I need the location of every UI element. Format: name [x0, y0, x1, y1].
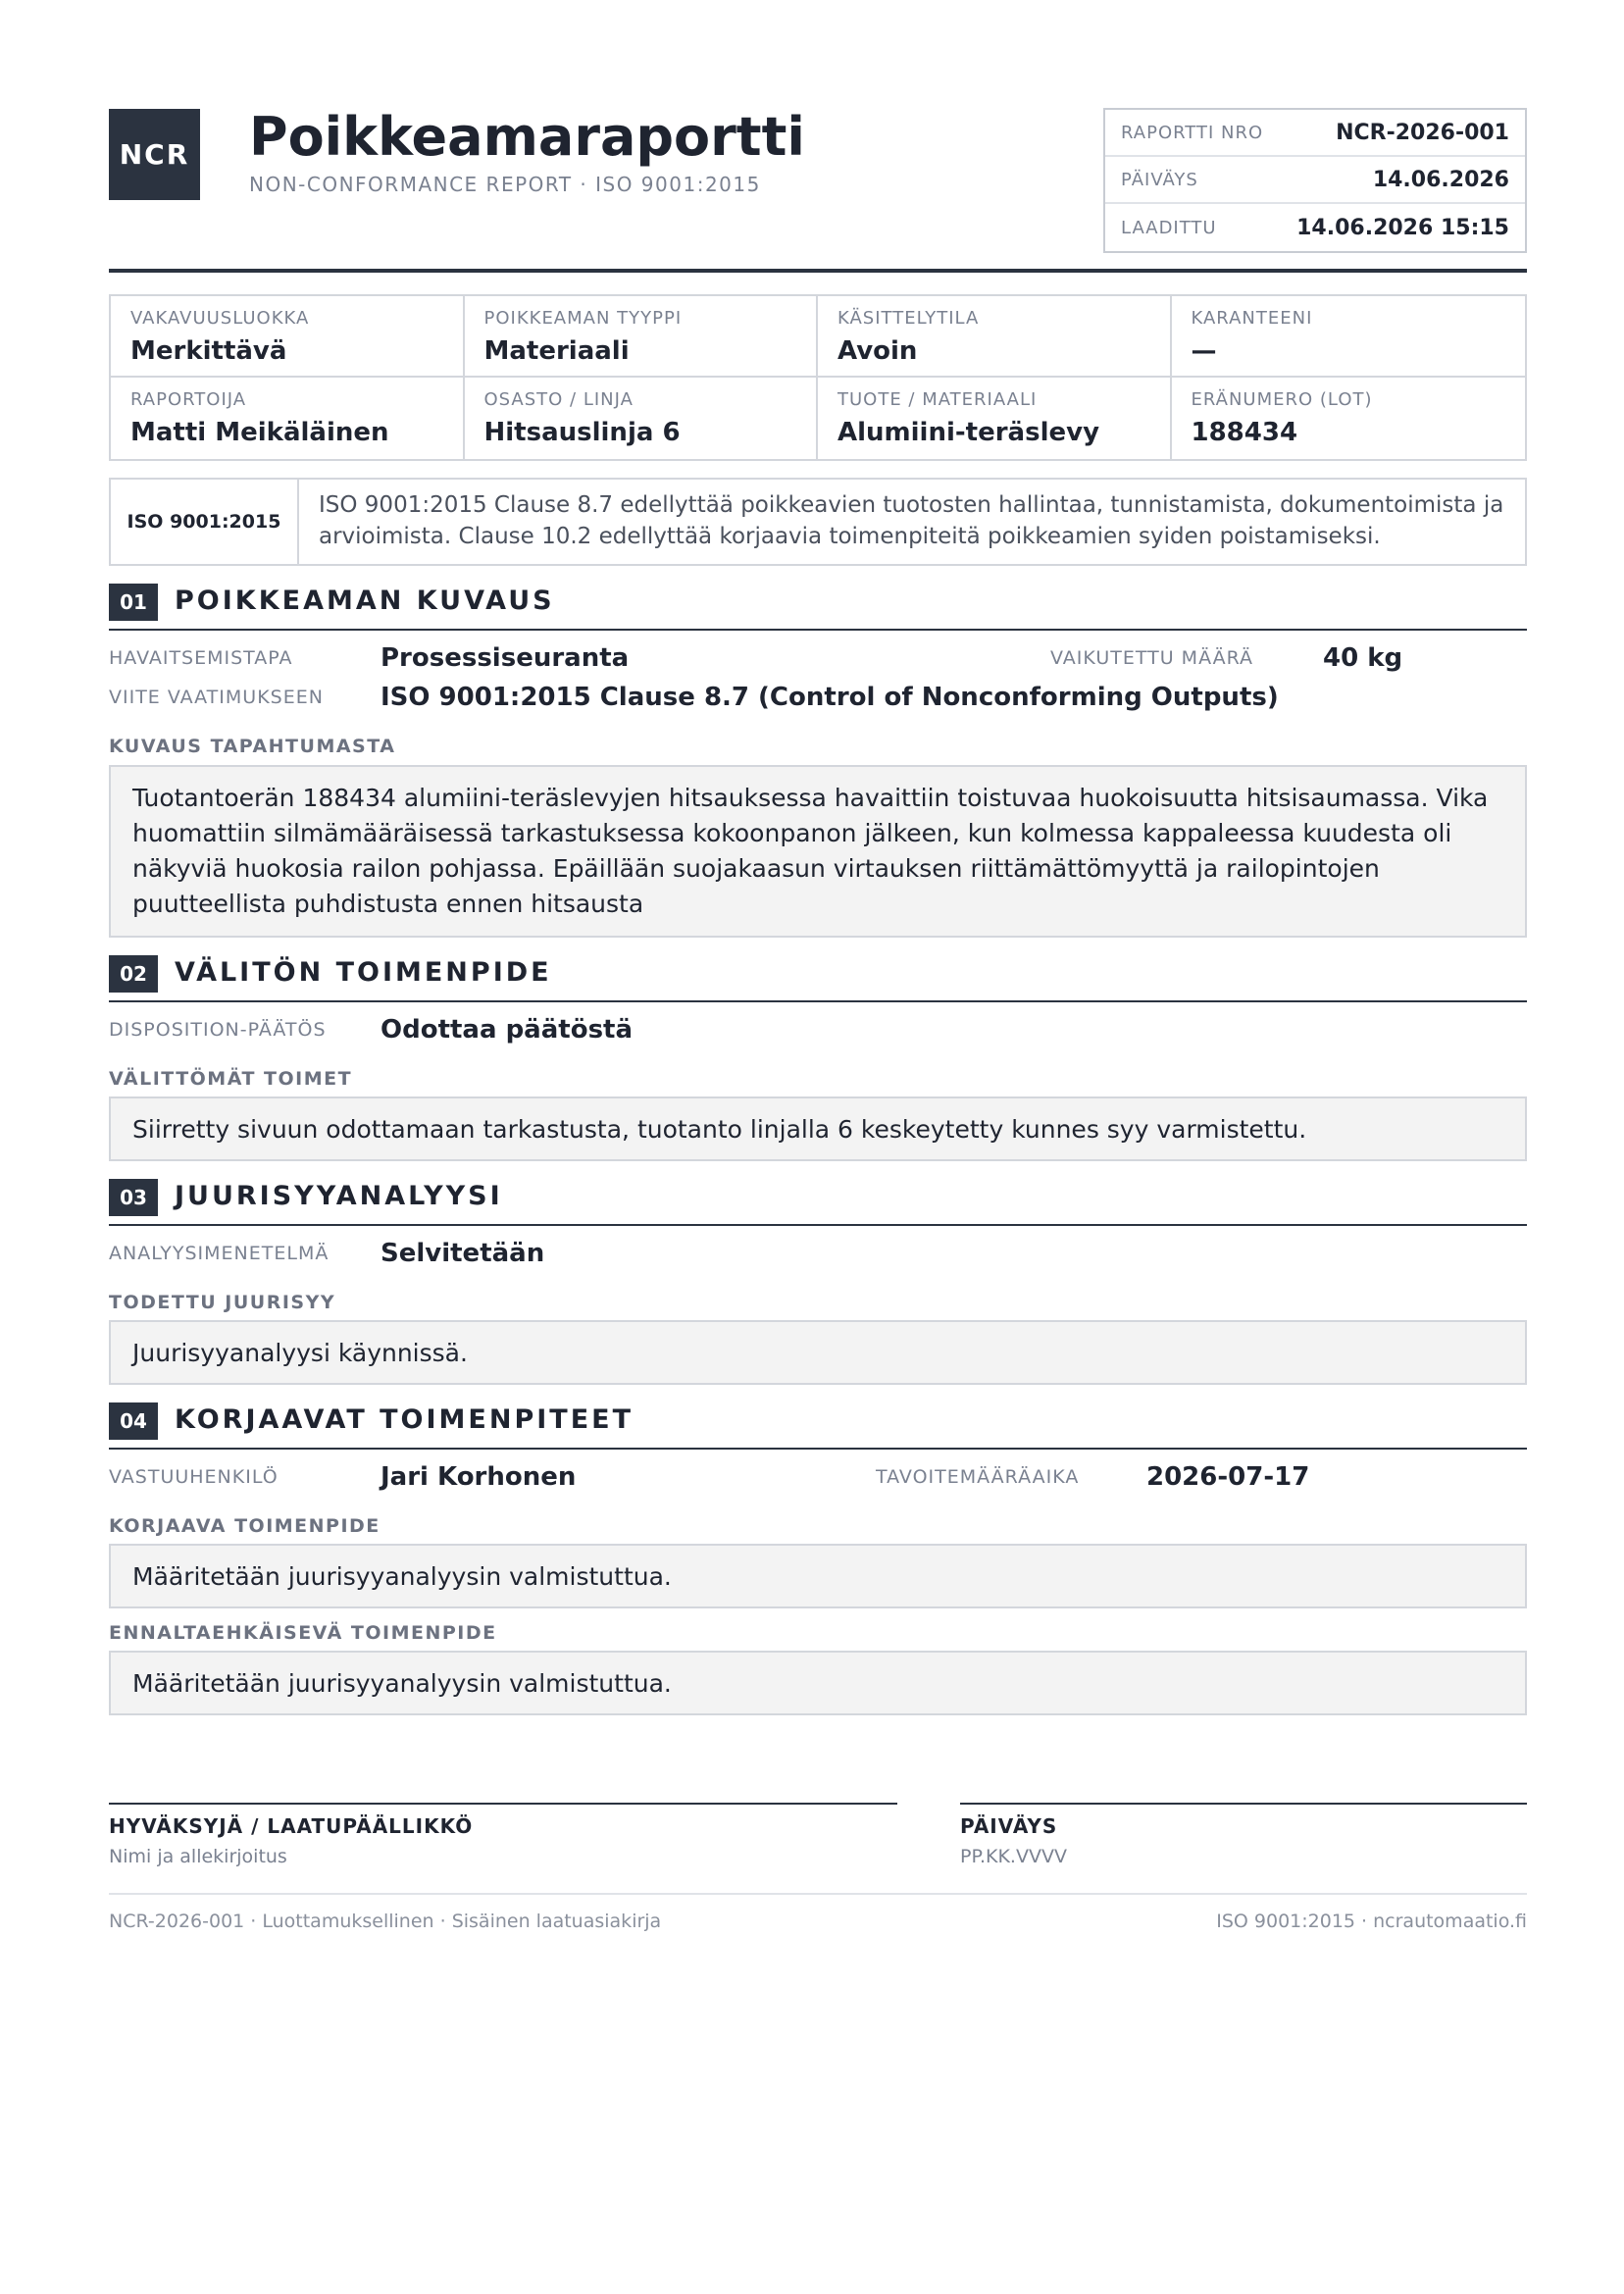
affected-quantity-value: 40 kg — [1323, 643, 1403, 673]
ncr-logo: NCR — [109, 109, 200, 200]
deadline-value: 2026-07-17 — [1146, 1462, 1310, 1492]
corrective-action-text: Määritetään juurisyyanalyysin valmistuttua. — [109, 1544, 1527, 1608]
approver-subtitle: Nimi ja allekirjoitus — [109, 1846, 287, 1867]
section-number: 01 — [109, 584, 158, 621]
meta-row-report-no — [1105, 110, 1525, 157]
root-cause-label: TODETTU JUURISYY — [109, 1292, 336, 1313]
root-cause-text: Juurisyyanalyysi käynnissä. — [109, 1320, 1527, 1385]
info-cell-product — [818, 378, 1172, 459]
info-label: RAPORTOIJA — [130, 389, 247, 410]
section-03-header — [109, 1179, 1527, 1226]
field-label: VIITE VAATIMUKSEEN — [109, 687, 324, 708]
product-value: Alumiini-teräslevy — [837, 418, 1100, 447]
meta-label: PÄIVÄYS — [1121, 169, 1198, 190]
signature-date-title: PÄIVÄYS — [960, 1814, 1058, 1838]
analysis-method-value: Selvitetään — [381, 1239, 545, 1268]
detection-method-value: Prosessiseuranta — [381, 643, 630, 673]
responsible-person-value: Jari Korhonen — [381, 1462, 577, 1492]
description-label: KUVAUS TAPAHTUMASTA — [109, 736, 396, 757]
footer-left: NCR-2026-001 · Luottamuksellinen · Sisäinen laatuasiakirja — [109, 1911, 662, 1932]
date-signature-line — [960, 1803, 1527, 1805]
info-label: KARANTEENI — [1191, 308, 1313, 329]
info-label: TUOTE / MATERIAALI — [837, 389, 1038, 410]
report-number: NCR-2026-001 — [1336, 120, 1509, 145]
approver-signature-line — [109, 1803, 897, 1805]
info-cell-quarantine — [1172, 296, 1526, 378]
field-label: VAIKUTETTU MÄÄRÄ — [1050, 647, 1254, 669]
field-label: TAVOITEMÄÄRÄAIKA — [876, 1466, 1080, 1488]
info-label: POIKKEAMAN TYYPPI — [483, 308, 683, 329]
meta-row-created — [1105, 204, 1525, 251]
type-value: Materiaali — [483, 336, 630, 366]
section-02-header — [109, 955, 1527, 1002]
document-subtitle: NON-CONFORMANCE REPORT · ISO 9001:2015 — [249, 173, 761, 196]
section-04-header — [109, 1402, 1527, 1450]
field-label: VASTUUHENKILÖ — [109, 1466, 279, 1488]
info-label: OSASTO / LINJA — [483, 389, 634, 410]
section-01-header — [109, 584, 1527, 631]
section-number: 02 — [109, 955, 158, 993]
field-label: ANALYYSIMENETELMÄ — [109, 1243, 330, 1264]
description-text: Tuotantoerän 188434 alumiini-teräslevyjen hitsauksessa havaittiin toistuvaa huokoisuutta hitsisaumassa. Vika huomattiin silmämääräisessä tarkastuksessa kokoonpanon jälkeen, kun kolmessa kappaleessa kuudesta oli näkyviä huokosia railon pohjassa. Epäillään suojakaasun virtauksen riittämättömyyttä ja railopintojen puutteellista puhdistusta ennen hitsausta — [109, 765, 1527, 938]
iso-text: ISO 9001:2015 Clause 8.7 edellyttää poikkeavien tuotosten hallintaa, tunnistamista, dokumentoimista ja arvioimista. Clause 10.2 edellyttää korjaavia toimenpiteitä poikkeamien syiden poistamiseksi. — [319, 492, 1504, 549]
report-meta-box — [1103, 108, 1527, 253]
info-label: KÄSITTELYTILA — [837, 308, 980, 329]
status-value: Avoin — [837, 336, 918, 366]
meta-row-date — [1105, 157, 1525, 204]
field-label: HAVAITSEMISTAPA — [109, 647, 293, 669]
info-cell-status — [818, 296, 1172, 378]
preventive-action-text: Määritetään juurisyyanalyysin valmistuttua. — [109, 1651, 1527, 1715]
meta-label: LAADITTU — [1121, 217, 1217, 238]
info-cell-type — [465, 296, 819, 378]
immediate-actions-label: VÄLITTÖMÄT TOIMET — [109, 1068, 353, 1090]
header-divider — [109, 269, 1527, 273]
immediate-actions-text: Siirretty sivuun odottamaan tarkastusta, tuotanto linjalla 6 keskeytetty kunnes syy varmistettu. — [109, 1096, 1527, 1161]
footer-right: ISO 9001:2015 · ncrautomaatio.fi — [1216, 1911, 1527, 1932]
preventive-action-label: ENNALTAEHKÄISEVÄ TOIMENPIDE — [109, 1622, 497, 1644]
section-title: POIKKEAMAN KUVAUS — [175, 586, 555, 616]
info-grid — [109, 294, 1527, 461]
quarantine-value: — — [1191, 336, 1217, 366]
info-cell-department — [465, 378, 819, 459]
document-title: Poikkeamaraportti — [249, 106, 805, 168]
signature-date-subtitle: PP.KK.VVVV — [960, 1846, 1067, 1867]
meta-label: RAPORTTI NRO — [1121, 122, 1264, 143]
approver-title: HYVÄKSYJÄ / LAATUPÄÄLLIKKÖ — [109, 1814, 474, 1838]
info-cell-lot — [1172, 378, 1526, 459]
footer-divider — [109, 1893, 1527, 1895]
iso-tag: ISO 9001:2015 — [111, 480, 299, 564]
report-created: 14.06.2026 15:15 — [1296, 215, 1509, 240]
section-title: VÄLITÖN TOIMENPIDE — [175, 957, 552, 988]
info-label: ERÄNUMERO (LOT) — [1191, 389, 1373, 410]
section-title: KORJAAVAT TOIMENPITEET — [175, 1404, 634, 1435]
info-label: VAKAVUUSLUOKKA — [130, 308, 310, 329]
reporter-value: Matti Meikäläinen — [130, 418, 389, 447]
report-date: 14.06.2026 — [1372, 167, 1509, 192]
section-number: 04 — [109, 1402, 158, 1440]
department-value: Hitsauslinja 6 — [483, 418, 681, 447]
section-number: 03 — [109, 1179, 158, 1216]
iso-note — [109, 478, 1527, 566]
corrective-action-label: KORJAAVA TOIMENPIDE — [109, 1515, 381, 1537]
lot-value: 188434 — [1191, 418, 1298, 447]
severity-value: Merkittävä — [130, 336, 287, 366]
disposition-value: Odottaa päätöstä — [381, 1015, 634, 1045]
section-title: JUURISYYANALYYSI — [175, 1181, 503, 1211]
info-cell-reporter — [111, 378, 465, 459]
requirement-reference-value: ISO 9001:2015 Clause 8.7 (Control of Nonconforming Outputs) — [381, 683, 1279, 712]
field-label: DISPOSITION-PÄÄTÖS — [109, 1019, 327, 1041]
info-cell-severity — [111, 296, 465, 378]
